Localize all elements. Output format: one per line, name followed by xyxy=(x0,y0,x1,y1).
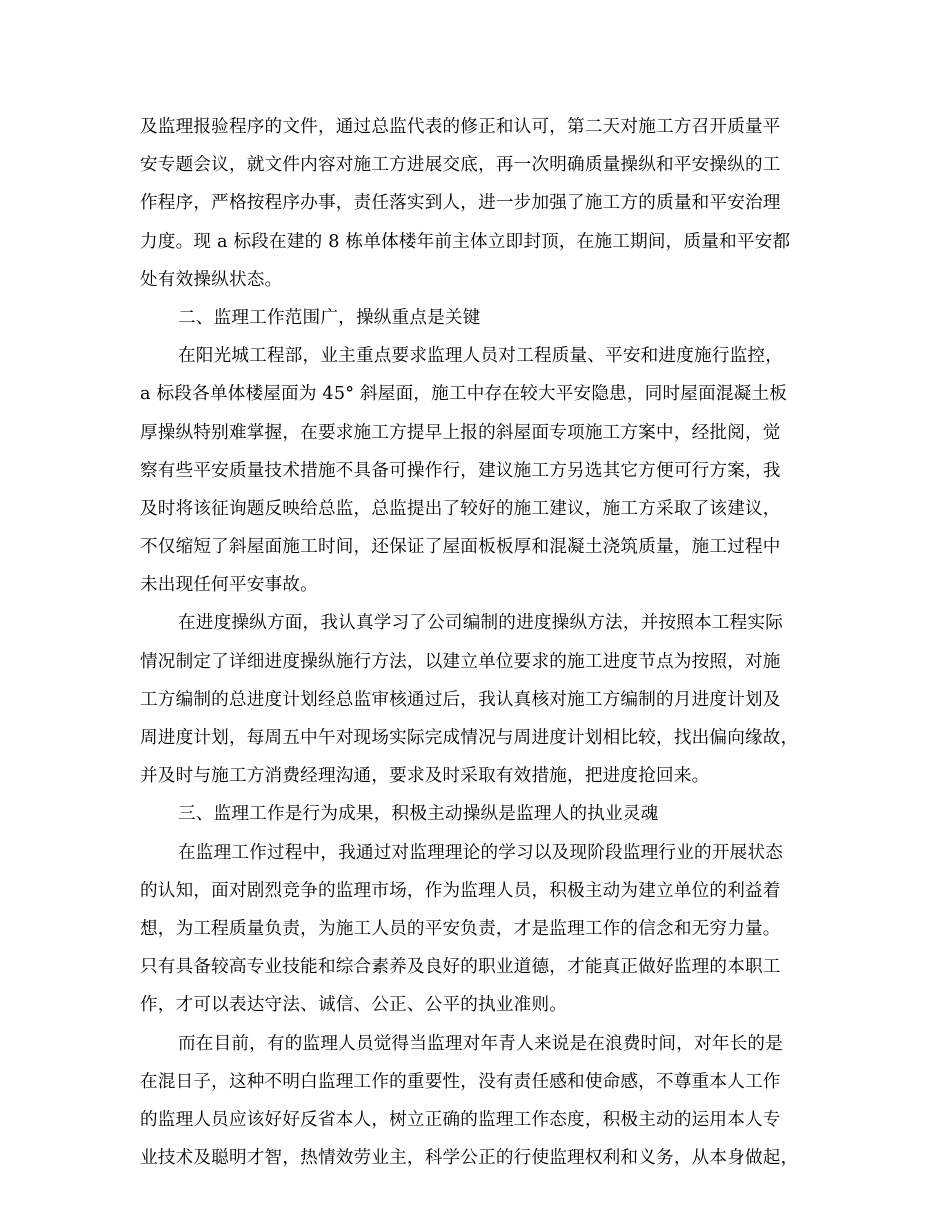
text-line: 业技术及聪明才智，热情效劳业主，科学公正的行使监理权利和义务，从本身做起， xyxy=(140,1148,799,1169)
text-line: 周进度计划，每周五中午对现场实际完成情况与周进度计划相比较，找出偏向缘故， xyxy=(140,728,799,748)
text-line: 安专题会议，就文件内容对施工方进展交底，再一次明确质量操纵和平安操纵的工 xyxy=(140,155,781,176)
text-line: 察有些平安质量技术措施不具备可操作行，建议施工方另选其它方便可行方案，我 xyxy=(140,460,781,481)
section-heading: 三、监理工作是行为成果，积极主动操纵是监理人的执业灵魂 xyxy=(178,804,659,825)
section-heading: 二、监理工作范围广，操纵重点是关键 xyxy=(178,307,481,328)
text-line: 在阳光城工程部，业主重点要求监理人员对工程质量、平安和进度施行监控， xyxy=(178,346,783,367)
text-line: 工方编制的总进度计划经总监审核通过后，我认真核对施工方编制的月进度计划及 xyxy=(140,689,781,710)
text-line: 的监理人员应该好好反省本人，树立正确的监理工作态度，积极主动的运用本人专 xyxy=(140,1109,781,1130)
text-line: 在监理工作过程中，我通过对监理理论的学习以及现阶段监理行业的开展状态 xyxy=(178,842,783,863)
text-line: 的认知，面对剧烈竞争的监理市场，作为监理人员，积极主动为建立单位的利益着 xyxy=(140,880,781,901)
text-line: 情况制定了详细进度操纵施行方法，以建立单位要求的施工进度节点为按照，对施 xyxy=(140,651,781,672)
text-line: 在进度操纵方面，我认真学习了公司编制的进度操纵方法，并按照本工程实际 xyxy=(178,613,783,634)
text-line: 及监理报验程序的文件，通过总监代表的修正和认可，第二天对施工方召开质量平 xyxy=(140,117,781,137)
text-line: 作，才可以表达守法、诚信、公正、公平的执业准则。 xyxy=(140,995,568,1016)
text-line: 只有具备较高专业技能和综合素养及良好的职业道德，才能真正做好监理的本职工 xyxy=(140,957,781,978)
text-line: 在混日子，这种不明白监理工作的重要性，没有责任感和使命感，不尊重本人工作 xyxy=(140,1071,781,1092)
text-line: 想，为工程质量负责，为施工人员的平安负责，才是监理工作的信念和无穷力量。 xyxy=(140,918,781,939)
text-line: 处有效操纵状态。 xyxy=(140,269,283,290)
text-line: 作程序，严格按程序办事，责任落实到人，进一步加强了施工方的质量和平安治理 xyxy=(140,193,781,214)
text-line: 力度。现 a 标段在建的 8 栋单体楼年前主体立即封顶，在施工期间，质量和平安都 xyxy=(140,231,791,252)
text-line: 及时将该征询题反映给总监，总监提出了较好的施工建议，施工方采取了该建议， xyxy=(140,498,781,519)
text-line: 而在目前，有的监理人员觉得当监理对年青人来说是在浪费时间，对年长的是 xyxy=(178,1033,783,1054)
text-line: 未出现任何平安事故。 xyxy=(140,575,318,596)
text-line: 不仅缩短了斜屋面施工时间，还保证了屋面板板厚和混凝土浇筑质量，施工过程中 xyxy=(140,537,781,558)
text-line: a 标段各单体楼屋面为 45° 斜屋面，施工中存在较大平安隐患，同时屋面混凝土板 xyxy=(140,384,788,405)
text-line: 厚操纵特别难掌握，在要求施工方提早上报的斜屋面专项施工方案中，经批阅，觉 xyxy=(140,422,781,443)
text-line: 并及时与施工方消费经理沟通，要求及时采取有效措施，把进度抢回来。 xyxy=(140,766,710,787)
document-body xyxy=(140,108,828,1177)
